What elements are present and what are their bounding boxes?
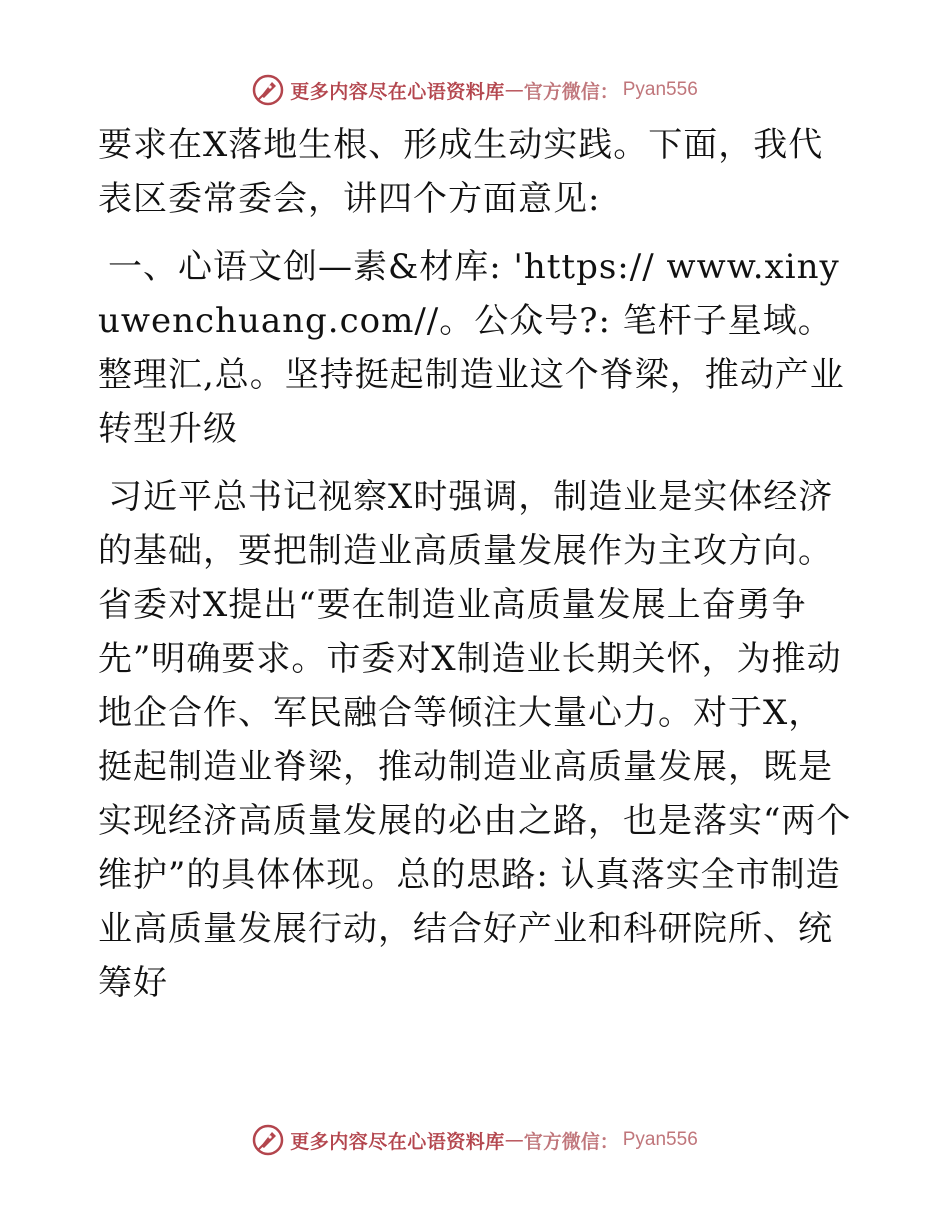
section-heading-one: 一、心语文创—素&材库: 'https:// www.xinyuwenchuang.com//。公众号?: 笔杆子星域。整理汇,总。坚持挺起制造业这个脊梁，推动产业转型升级 [98, 247, 845, 449]
footer-slogan: 更多内容尽在心语资料库 [290, 1130, 505, 1153]
header-wechat-label: 官方微信： [523, 80, 619, 103]
pen-nib-logo-icon [252, 74, 284, 106]
header-slogan: 更多内容尽在心语资料库 [290, 80, 505, 103]
footer-wechat-id: Pyan556 [622, 1129, 698, 1150]
footer-banner [0, 1120, 950, 1160]
pen-nib-logo-icon [252, 1124, 284, 1156]
header-wechat-id: Pyan556 [622, 79, 698, 100]
document-body [98, 118, 858, 1010]
footer-separator: — [504, 1129, 524, 1151]
paragraph-intro: 要求在X落地生根、形成生动实践。下面，我代表区委常委会，讲四个方面意见: [98, 125, 824, 219]
footer-wechat-label: 官方微信： [523, 1130, 619, 1153]
header-separator: — [504, 79, 524, 101]
header-banner [0, 70, 950, 110]
paragraph-main: 习近平总书记视察X时强调，制造业是实体经济的基础，要把制造业高质量发展作为主攻方向。省委对X提出“要在制造业高质量发展上奋勇争先”明确要求。市委对X制造业长期关怀，为推动地企合作、军民融合等倾注大量心力。对于X，挺起制造业脊梁，推动制造业高质量发展，既是实现经济高质量发展的必由之路，也是落实“两个维护”的具体体现。总的思路: 认真落实全市制造业高质量发展行动，结合好产业和科研院所、统筹好 [98, 477, 852, 1003]
